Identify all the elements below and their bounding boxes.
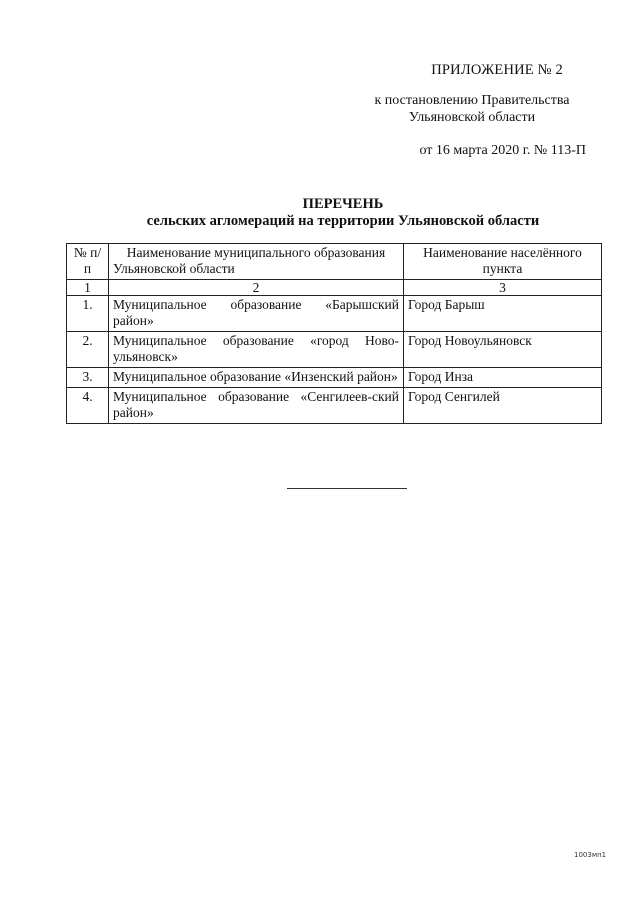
index-cell: 1 (67, 280, 109, 296)
table-header-row (67, 244, 602, 280)
table-row (67, 332, 602, 368)
municipality-name: Муниципальное образование «Инзенский район» (109, 368, 404, 388)
settlement-name: Город Барыш (404, 296, 602, 332)
document-title (0, 196, 640, 230)
table-row (67, 296, 602, 332)
municipality-name: Муниципальное образование «Барышский район» (109, 296, 404, 332)
settlement-name: Город Новоульяновск (404, 332, 602, 368)
municipality-name: Муниципальное образование «город Ново-ульяновск» (109, 332, 404, 368)
decree-line-1: к постановлению Правительства (374, 93, 570, 108)
annex-number: ПРИЛОЖЕНИЕ № 2 (431, 62, 563, 78)
index-cell: 3 (404, 280, 602, 296)
decree-date: от 16 марта 2020 г. № 113-П (419, 143, 586, 158)
header-settlement: Наименование населённого пункта (404, 244, 602, 280)
settlement-name: Город Инза (404, 368, 602, 388)
closing-rule (287, 488, 407, 489)
footer-code: 1003мп1 (574, 851, 607, 859)
title-line-1: ПЕРЕЧЕНЬ (302, 196, 384, 212)
decree-reference (342, 92, 602, 126)
header-number: № п/п (67, 244, 109, 280)
row-number: 4. (67, 388, 109, 424)
table-row (67, 368, 602, 388)
row-number: 2. (67, 332, 109, 368)
title-line-2: сельских агломераций на территории Ульяновской области (146, 213, 540, 229)
index-cell: 2 (109, 280, 404, 296)
decree-line-2: Ульяновской области (408, 110, 536, 125)
row-number: 1. (67, 296, 109, 332)
settlement-name: Город Сенгилей (404, 388, 602, 424)
agglomerations-table (66, 243, 602, 424)
row-number: 3. (67, 368, 109, 388)
table-row (67, 388, 602, 424)
table-index-row (67, 280, 602, 296)
header-municipality: Наименование муниципального образования Ульяновской области (109, 244, 404, 280)
municipality-name: Муниципальное образование «Сенгилеев-ский район» (109, 388, 404, 424)
